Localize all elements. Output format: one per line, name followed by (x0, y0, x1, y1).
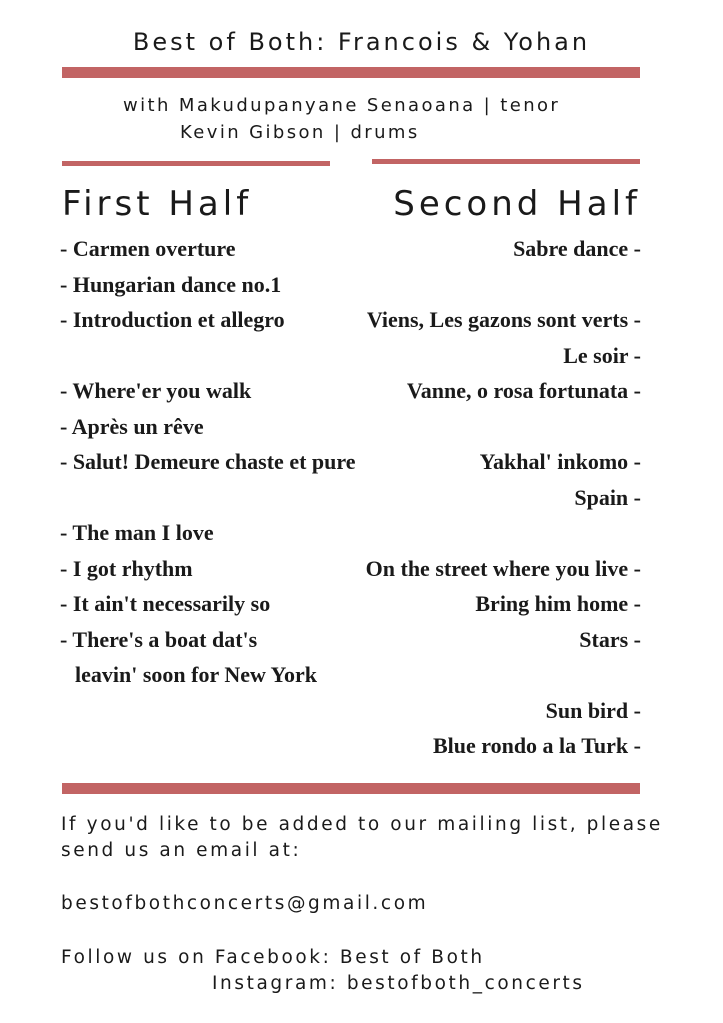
program-row (0, 520, 723, 556)
performer-line-2: Kevin Gibson | drums (180, 122, 420, 143)
mailing-list-text: If you'd like to be added to our mailing list, please (61, 814, 663, 835)
program-row (0, 414, 723, 450)
program-row (0, 556, 723, 592)
second-half-heading: Second Half (393, 184, 641, 224)
first-half-item: - Carmen overture (60, 236, 236, 261)
program-row (0, 236, 723, 272)
second-half-item: Viens, Les gazons sont verts - (366, 307, 641, 332)
program-row (0, 733, 723, 769)
first-half-item: - The man I love (60, 520, 214, 545)
first-half-item: - Salut! Demeure chaste et pure (60, 449, 356, 474)
divider-right (372, 159, 640, 164)
program-row (0, 698, 723, 734)
second-half-item: Spain - (574, 485, 641, 510)
divider-left (62, 161, 330, 166)
program-row (0, 662, 723, 698)
second-half-item: Bring him home - (475, 591, 641, 616)
second-half-item: Stars - (579, 627, 641, 652)
facebook-text: Follow us on Facebook: Best of Both (61, 947, 485, 968)
program-row (0, 627, 723, 663)
first-half-item-continuation: leavin' soon for New York (75, 662, 317, 687)
program-row (0, 449, 723, 485)
first-half-item: - Where'er you walk (60, 378, 252, 403)
first-half-item: - Introduction et allegro (60, 307, 285, 332)
program-row (0, 307, 723, 343)
performer-line-1: with Makudupanyane Senaoana | tenor (123, 95, 561, 116)
page-title: Best of Both: Francois & Yohan (132, 28, 591, 56)
second-half-item: Vanne, o rosa fortunata - (406, 378, 641, 403)
contact-email: bestofbothconcerts@gmail.com (61, 893, 429, 914)
program-row (0, 272, 723, 308)
program-row (0, 378, 723, 414)
second-half-item: On the street where you live - (365, 556, 641, 581)
divider-bottom (62, 783, 640, 794)
mailing-list-text: send us an email at: (61, 840, 302, 861)
second-half-item: Sabre dance - (513, 236, 641, 261)
first-half-item: - There's a boat dat's (60, 627, 258, 652)
first-half-item: - I got rhythm (60, 556, 193, 581)
first-half-heading: First Half (62, 184, 253, 224)
divider-top (62, 67, 640, 78)
instagram-text: Instagram: bestofboth_concerts (212, 973, 585, 994)
second-half-item: Sun bird - (545, 698, 641, 723)
second-half-item: Blue rondo a la Turk - (432, 733, 641, 758)
program-row (0, 343, 723, 379)
first-half-item: - Hungarian dance no.1 (60, 272, 282, 297)
first-half-item: - Après un rêve (60, 414, 204, 439)
program-row (0, 485, 723, 521)
first-half-item: - It ain't necessarily so (60, 591, 271, 616)
second-half-item: Le soir - (563, 343, 641, 368)
program-row (0, 591, 723, 627)
second-half-item: Yakhal' inkomo - (479, 449, 641, 474)
